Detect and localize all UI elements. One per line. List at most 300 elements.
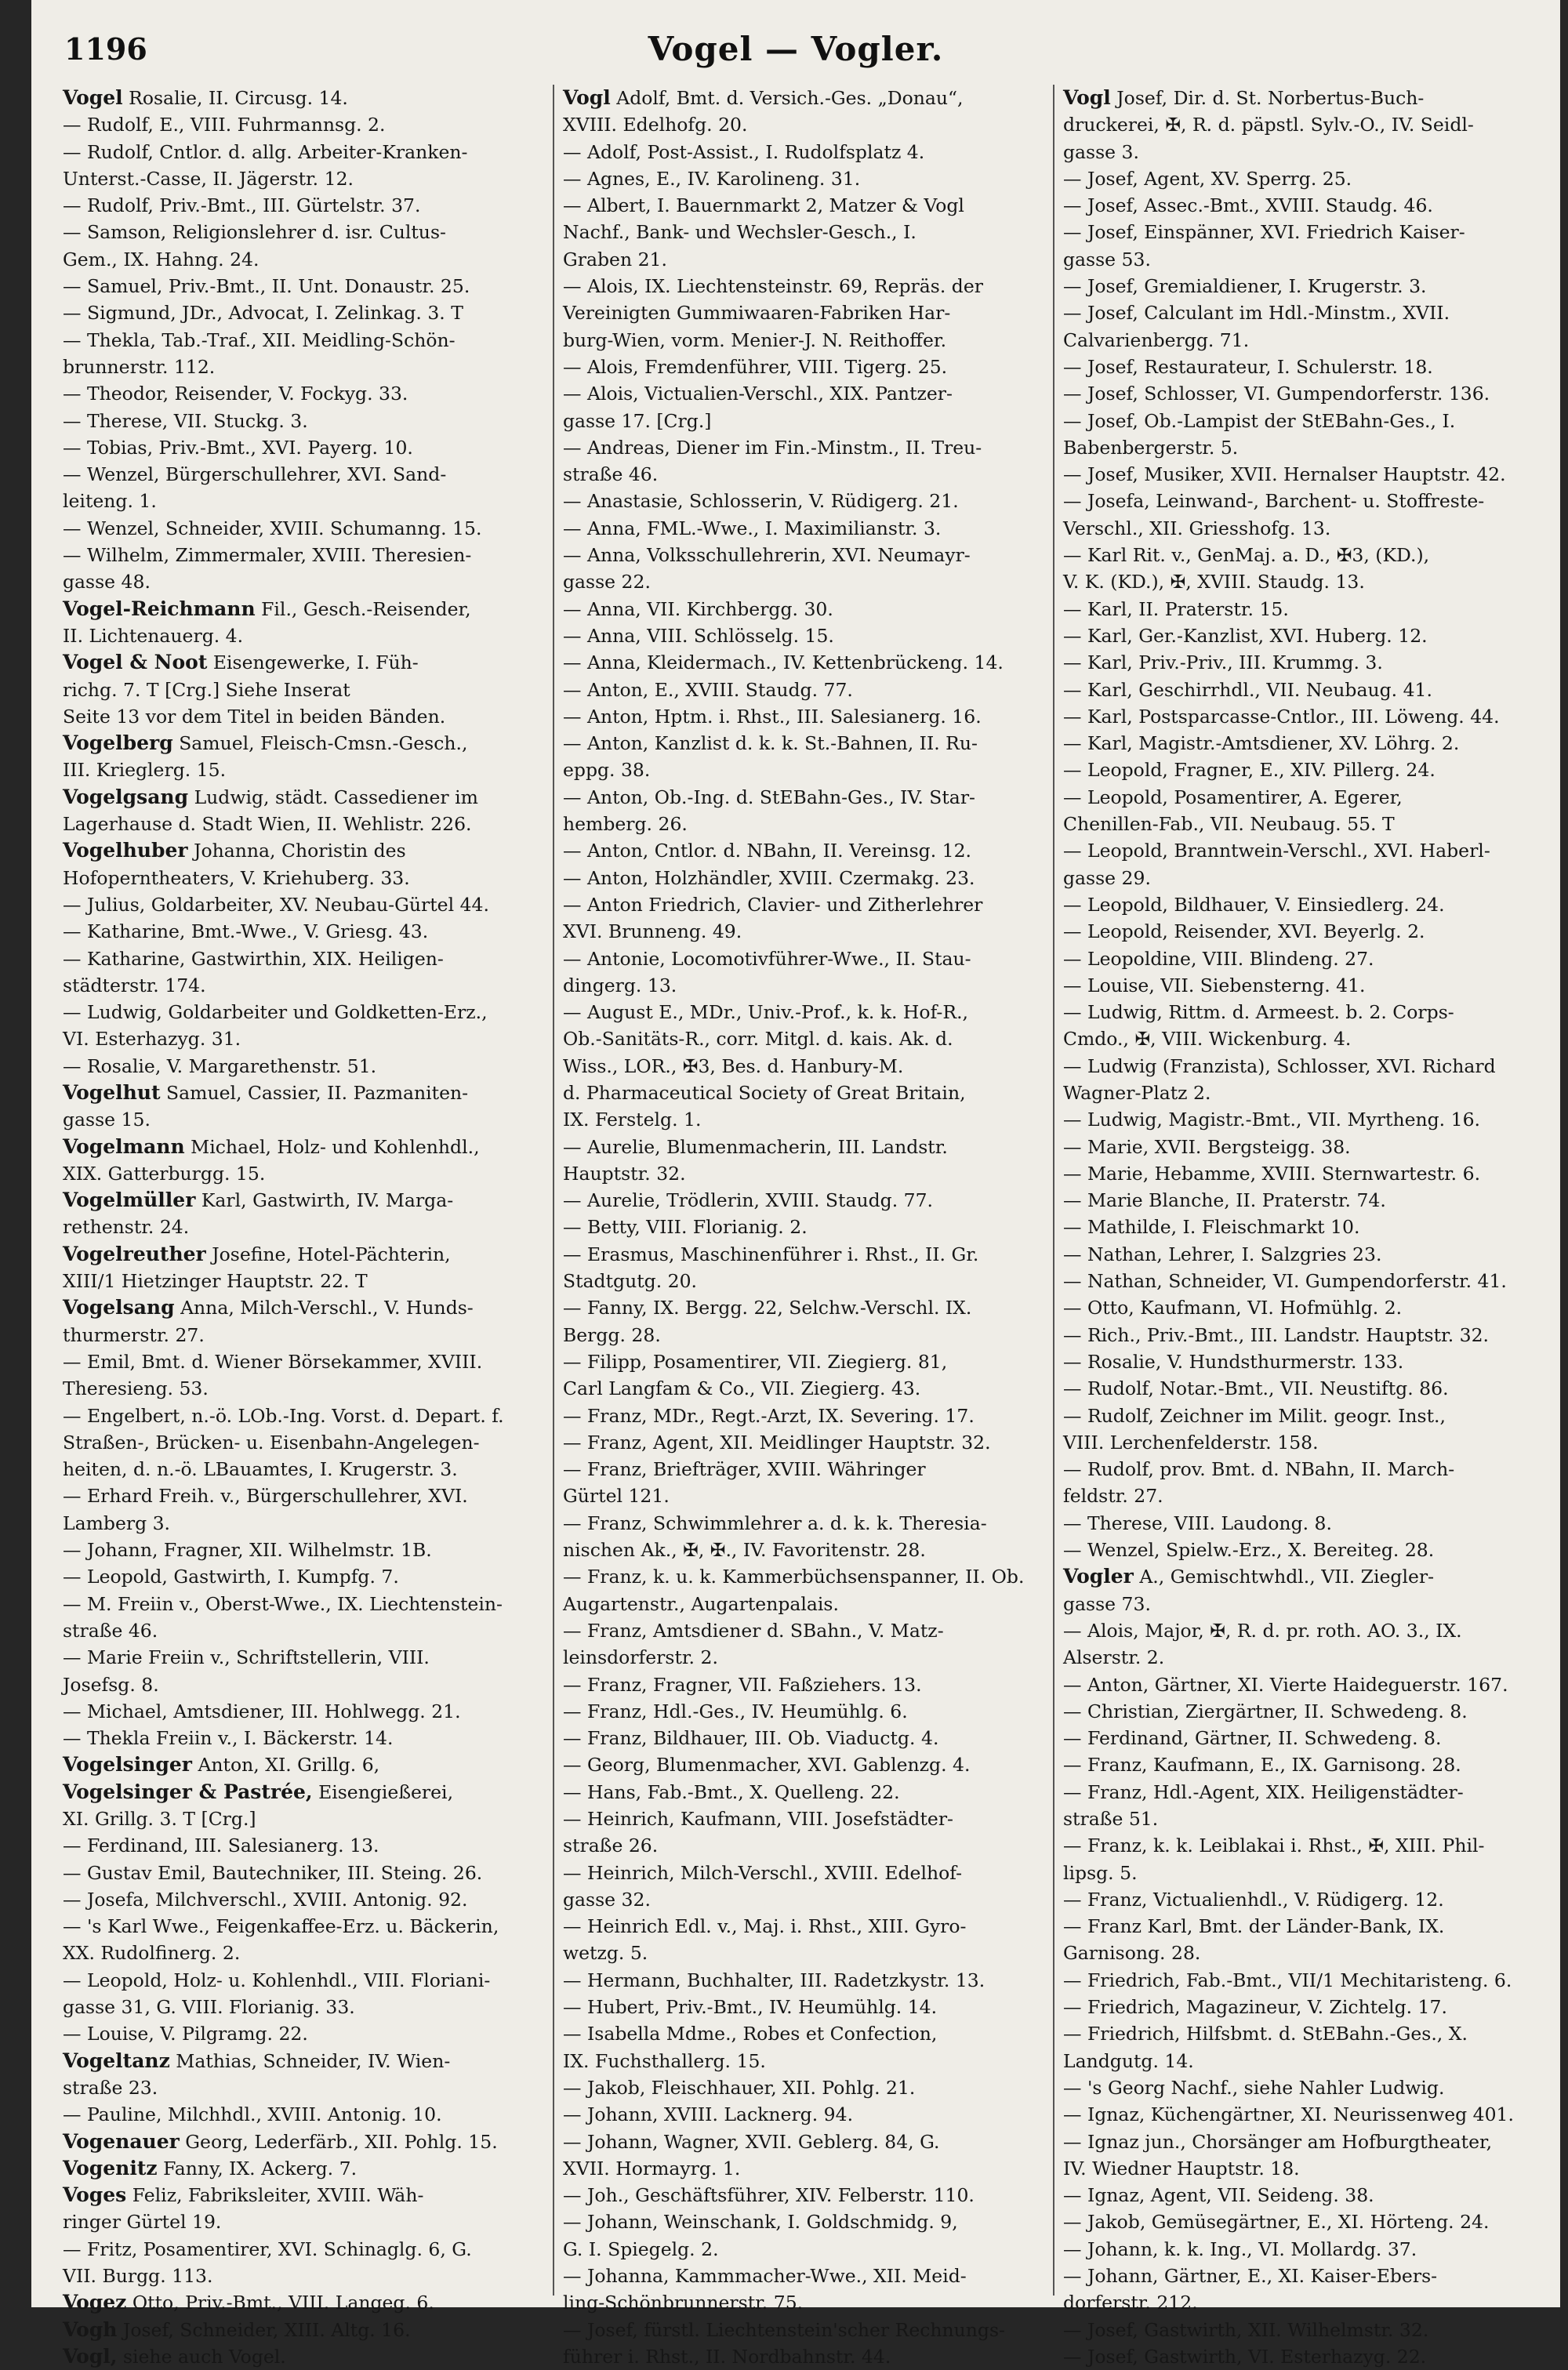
entry-surname: Vogh xyxy=(63,2317,118,2341)
entry-text: — Rudolf, Priv.-Bmt., III. Gürtelstr. 37. xyxy=(63,194,421,217)
directory-entry xyxy=(63,1967,547,2021)
entry-text: — Theodor, Reisender, V. Fockyg. 33. xyxy=(63,383,408,405)
entry-text: — Marie Freiin v., Schriftstellerin, VIII. xyxy=(63,1646,430,1669)
directory-entry xyxy=(1063,1268,1548,1294)
directory-entry xyxy=(63,299,547,326)
entry-text: — Ferdinand, Gärtner, II. Schwedeng. 8. xyxy=(1063,1727,1442,1750)
entry-text: — Josef, Calculant im Hdl.-Minstm., XVII. xyxy=(1063,302,1450,325)
column-3 xyxy=(1063,85,1548,2368)
entry-text: — Anton Friedrich, Clavier- und Zitherlehrer xyxy=(563,893,983,916)
entry-text: — Anastasie, Schlosserin, V. Rüdigerg. 21. xyxy=(563,490,959,513)
directory-entry xyxy=(63,434,547,461)
directory-entry xyxy=(1063,1322,1548,1348)
directory-entry xyxy=(63,837,547,891)
entry-text: thurmerstr. 27. xyxy=(63,1323,205,1346)
entry-text: — Wenzel, Spielw.-Erz., X. Bereiteg. 28. xyxy=(1063,1539,1435,1562)
entry-text: XVIII. Edelhofg. 20. xyxy=(563,114,748,136)
entry-surname: Vogelmüller xyxy=(63,1189,196,1212)
entry-text: dingerg. 13. xyxy=(563,974,677,996)
directory-entry xyxy=(563,1510,1047,1564)
entry-text: Josef, Schneider, XIII. Altg. 16. xyxy=(122,2318,411,2341)
entry-text: ling-Schönbrunnerstr. 75. xyxy=(563,2292,804,2314)
entry-text: Karl, Gastwirth, IV. Marga- xyxy=(201,1189,454,1212)
entry-text: IX. Fuchsthallerg. 15. xyxy=(563,2049,766,2072)
entry-text: Ludwig, städt. Cassediener im xyxy=(194,786,478,808)
directory-entry xyxy=(63,515,547,542)
directory-entry xyxy=(63,1563,547,1590)
entry-text: — Rudolf, E., VIII. Fuhrmannsg. 2. xyxy=(63,114,386,136)
directory-entry xyxy=(63,2182,547,2236)
entry-text: — Heinrich, Kaufmann, VIII. Josefstädter- xyxy=(563,1808,953,1830)
entry-text: — Rosalie, V. Margarethenstr. 51. xyxy=(63,1054,377,1077)
directory-entry xyxy=(1063,2129,1548,2183)
entry-text: — Franz, Amtsdiener d. SBahn., V. Matz- xyxy=(563,1619,944,1642)
entry-text: — Therese, VII. Stuckg. 3. xyxy=(63,409,308,432)
entry-surname: Vogenitz xyxy=(63,2156,158,2179)
directory-entry xyxy=(1063,703,1548,730)
directory-entry xyxy=(563,542,1047,596)
directory-entry xyxy=(63,2048,547,2102)
entry-text: — Anton, Gärtner, XI. Vierte Haideguerstr. 167. xyxy=(1063,1673,1508,1696)
directory-entry xyxy=(1063,837,1548,891)
entry-text: — Johann, Fragner, XII. Wilhelmstr. 1B. xyxy=(63,1539,432,1562)
entry-text: — Josef, Musiker, XVII. Hernalser Hauptstr. 42. xyxy=(1063,463,1506,486)
entry-text: — Josef, Schlosser, VI. Gumpendorferstr. 136. xyxy=(1063,383,1490,405)
entry-text: heiten, d. n.-ö. LBauamtes, I. Krugerstr. 3. xyxy=(63,1458,458,1481)
entry-surname: Vogelberg xyxy=(63,731,173,755)
column-2 xyxy=(563,85,1047,2368)
directory-entry xyxy=(563,2074,1047,2101)
entry-text: eppg. 38. xyxy=(563,759,651,782)
entry-text: — Anton, Holzhändler, XVIII. Czermakg. 23. xyxy=(563,866,975,889)
entry-text: — Samuel, Priv.-Bmt., II. Unt. Donaustr. 25. xyxy=(63,275,470,298)
entry-text: — Pauline, Milchhdl., XVIII. Antonig. 10. xyxy=(63,2103,442,2126)
directory-entry xyxy=(1063,1563,1548,1617)
directory-entry xyxy=(563,85,1047,139)
directory-entry xyxy=(1063,1214,1548,1240)
entry-text: Josefine, Hotel-Pächterin, xyxy=(212,1243,451,1265)
directory-entry xyxy=(63,2020,547,2047)
entry-surname: Vogler xyxy=(1063,1565,1134,1588)
entry-text: — Louise, VII. Siebensterng. 41. xyxy=(1063,974,1366,996)
entry-text: — Franz, Agent, XII. Meidlinger Hauptstr. 32. xyxy=(563,1431,991,1454)
entry-text: — Alois, IX. Liechtensteinstr. 69, Repräs. der xyxy=(563,275,983,298)
entry-text: Gem., IX. Hahng. 24. xyxy=(63,248,260,270)
entry-text: — Anton, Cntlor. d. NBahn, II. Vereinsg. 12. xyxy=(563,840,972,862)
entry-text: — Johann, Gärtner, E., XI. Kaiser-Ebers- xyxy=(1063,2265,1438,2288)
entry-text: — Samson, Religionslehrer d. isr. Cultus- xyxy=(63,221,446,244)
entry-text: — Betty, VIII. Florianig. 2. xyxy=(563,1216,808,1239)
entry-text: — Jakob, Gemüsegärtner, E., XI. Hörteng. 24. xyxy=(1063,2211,1490,2234)
directory-entry xyxy=(1063,1537,1548,1563)
entry-text: dorferstr. 212. xyxy=(1063,2292,1198,2314)
directory-entry xyxy=(63,891,547,918)
entry-text: — Ferdinand, III. Salesianerg. 13. xyxy=(63,1835,379,1857)
directory-entry xyxy=(63,1134,547,1188)
entry-text: — August E., MDr., Univ.-Prof., k. k. Hof-R., xyxy=(563,1001,969,1024)
entry-text: — Friedrich, Hilfsbmt. d. StEBahn.-Ges., X. xyxy=(1063,2023,1468,2045)
directory-entry xyxy=(63,1483,547,1537)
directory-entry xyxy=(563,1779,1047,1806)
entry-text: — Marie, XVII. Bergsteigg. 38. xyxy=(1063,1135,1351,1158)
entry-text: — Thekla, Tab.-Traf., XII. Meidling-Schön- xyxy=(63,328,456,351)
entry-text: — Josef, fürstl. Liechtenstein'scher Rechnungs- xyxy=(563,2318,1005,2341)
entry-text: Adolf, Bmt. d. Versich.-Ges. „Donau“, xyxy=(616,87,964,109)
directory-entry xyxy=(1063,999,1548,1053)
entry-text: — Mathilde, I. Fleischmarkt 10. xyxy=(1063,1216,1360,1239)
entry-text: — 's Georg Nachf., siehe Nahler Ludwig. xyxy=(1063,2076,1445,2099)
entry-text: gasse 31, G. VIII. Florianig. 33. xyxy=(63,1996,355,2019)
directory-entry xyxy=(1063,488,1548,542)
entry-text: — Georg, Blumenmacher, XVI. Gablenzg. 4. xyxy=(563,1754,971,1777)
entry-text: VIII. Lerchenfelderstr. 158. xyxy=(1063,1431,1319,1454)
directory-entry xyxy=(1063,2182,1548,2208)
entry-text: — Josef, Assec.-Bmt., XVIII. Staudg. 46. xyxy=(1063,194,1433,217)
entry-text: gasse 32. xyxy=(563,1888,651,1911)
entry-text: XVI. Brunneng. 49. xyxy=(563,920,742,943)
entry-text: — Josefa, Milchverschl., XVIII. Antonig. 92. xyxy=(63,1888,468,1911)
entry-text: — Marie, Hebamme, XVIII. Sternwartestr. 6. xyxy=(1063,1162,1481,1185)
entry-text: — Franz, Briefträger, XVIII. Währinger xyxy=(563,1458,926,1481)
entry-text: — Rudolf, Cntlor. d. allg. Arbeiter-Kranken- xyxy=(63,140,468,163)
directory-entry xyxy=(63,1053,547,1080)
directory-entry xyxy=(1063,1241,1548,1268)
entry-text: — Friedrich, Fab.-Bmt., VII/1 Mechitaristeng. 6. xyxy=(1063,1969,1512,1991)
entry-text: VII. Burgg. 113. xyxy=(63,2265,213,2288)
entry-text: — Josefa, Leinwand-, Barchent- u. Stoffreste- xyxy=(1063,490,1485,513)
entry-text: — Erasmus, Maschinenführer i. Rhst., II. Gr. xyxy=(563,1243,979,1265)
entry-text: — Josef, Agent, XV. Sperrg. 25. xyxy=(1063,167,1352,190)
directory-entry xyxy=(563,2263,1047,2317)
entry-text: nischen Ak., ✠, ✠., IV. Favoritenstr. 28. xyxy=(563,1539,926,1562)
entry-text: V. K. (KD.), ✠, XVIII. Staudg. 13. xyxy=(1063,571,1365,593)
directory-entry xyxy=(1063,542,1548,596)
entry-text: — Karl Rit. v., GenMaj. a. D., ✠3, (KD.), xyxy=(1063,544,1430,567)
directory-entry xyxy=(1063,85,1548,165)
directory-entry xyxy=(1063,1725,1548,1751)
entry-text: — Isabella Mdme., Robes et Confection, xyxy=(563,2023,938,2045)
directory-entry xyxy=(1063,299,1548,354)
directory-entry xyxy=(1063,165,1548,192)
entry-text: — Anton, E., XVIII. Staudg. 77. xyxy=(563,678,853,701)
entry-text: Hofoperntheaters, V. Kriehuberg. 33. xyxy=(63,866,410,889)
entry-text: — Wilhelm, Zimmermaler, XVIII. Theresien- xyxy=(63,544,472,567)
directory-entry xyxy=(1063,2208,1548,2235)
entry-surname: Vogl xyxy=(1063,86,1111,109)
entry-text: — Rich., Priv.-Bmt., III. Landstr. Hauptstr. 32. xyxy=(1063,1323,1490,1346)
directory-entry xyxy=(63,1294,547,1348)
directory-entry xyxy=(63,1913,547,1967)
entry-text: feldstr. 27. xyxy=(1063,1485,1163,1508)
directory-entry xyxy=(63,111,547,138)
entry-text: siehe auch Vogel. xyxy=(122,2345,286,2368)
entry-text: Anton, XI. Grillg. 6, xyxy=(198,1754,380,1777)
directory-entry xyxy=(63,1403,547,1483)
entry-text: Verschl., XII. Griesshofg. 13. xyxy=(1063,517,1331,539)
directory-entry xyxy=(563,165,1047,192)
entry-text: leinsdorferstr. 2. xyxy=(563,1646,718,1669)
directory-entry xyxy=(1063,1456,1548,1510)
directory-entry xyxy=(63,273,547,299)
directory-entry xyxy=(563,999,1047,1133)
directory-entry xyxy=(1063,1053,1548,1107)
entry-text: — Anna, Volksschullehrerin, XVI. Neumayr- xyxy=(563,544,971,567)
entry-text: Johanna, Choristin des xyxy=(194,840,406,862)
entry-text: gasse 73. xyxy=(1063,1592,1151,1615)
entry-text: — Franz, Victualienhdl., V. Rüdigerg. 12. xyxy=(1063,1888,1444,1911)
directory-entry xyxy=(563,1187,1047,1214)
entry-text: — Josef, Ob.-Lampist der StEBahn-Ges., I. xyxy=(1063,409,1456,432)
directory-entry xyxy=(63,1886,547,1913)
entry-text: — Katharine, Gastwirthin, XIX. Heiligen- xyxy=(63,947,444,970)
directory-entry xyxy=(1063,1751,1548,1778)
entry-text: — Josef, Gremialdiener, I. Krugerstr. 3. xyxy=(1063,275,1427,298)
directory-entry xyxy=(1063,784,1548,838)
directory-entry xyxy=(63,192,547,219)
entry-text: — Nathan, Schneider, VI. Gumpendorferstr. 41. xyxy=(1063,1270,1507,1293)
entry-text: — Hans, Fab.-Bmt., X. Quelleng. 22. xyxy=(563,1780,900,1803)
entry-text: — Leopold, Posamentirer, A. Egerer, xyxy=(1063,786,1403,808)
entry-text: führer i. Rhst., II. Nordbahnstr. 44. xyxy=(563,2345,891,2368)
directory-entry xyxy=(563,2182,1047,2208)
entry-text: Carl Langfam & Co., VII. Ziegierg. 43. xyxy=(563,1377,921,1400)
directory-entry xyxy=(1063,2236,1548,2263)
directory-entry xyxy=(563,2129,1047,2183)
directory-entry xyxy=(63,2343,547,2370)
entry-text: XIII/1 Hietzinger Hauptstr. 22. T xyxy=(63,1270,368,1293)
directory-entry xyxy=(1063,2263,1548,2317)
directory-entry xyxy=(563,1967,1047,1994)
directory-entry xyxy=(1063,1510,1548,1537)
entry-text: XX. Rudolfinerg. 2. xyxy=(63,1942,241,1965)
entry-text: — Ludwig (Franzista), Schlosser, XVI. Richard xyxy=(1063,1054,1496,1077)
directory-entry xyxy=(563,945,1047,1000)
directory-entry xyxy=(63,1241,547,1295)
entry-text: straße 26. xyxy=(563,1835,659,1857)
entry-text: straße 46. xyxy=(563,463,659,486)
directory-entry xyxy=(563,703,1047,730)
entry-text: — Adolf, Post-Assist., I. Rudolfsplatz 4. xyxy=(563,140,925,163)
entry-text: — Ignaz, Agent, VII. Seideng. 38. xyxy=(1063,2184,1374,2207)
directory-entry xyxy=(1063,1617,1548,1671)
entry-text: — Julius, Goldarbeiter, XV. Neubau-Gürtel 44. xyxy=(63,893,489,916)
entry-text: Hauptstr. 32. xyxy=(563,1162,686,1185)
entry-text: — Josef, Restaurateur, I. Schulerstr. 18. xyxy=(1063,355,1433,378)
directory-entry xyxy=(63,2236,547,2290)
directory-entry xyxy=(563,380,1047,434)
directory-entry xyxy=(63,380,547,407)
directory-entry xyxy=(563,1456,1047,1510)
directory-entry xyxy=(63,2101,547,2128)
entry-text: — Rudolf, prov. Bmt. d. NBahn, II. March- xyxy=(1063,1458,1455,1481)
directory-page xyxy=(31,0,1560,2368)
entry-surname: Vogelsinger xyxy=(63,1753,192,1777)
entry-text: — Ludwig, Magistr.-Bmt., VII. Myrtheng. 16. xyxy=(1063,1109,1480,1131)
entry-text: — Karl, Priv.-Priv., III. Krummg. 3. xyxy=(1063,651,1383,674)
entry-surname: Vogelhut xyxy=(63,1080,161,1104)
entry-text: Rosalie, II. Circusg. 14. xyxy=(129,87,348,109)
entry-surname: Vogelsinger & Pastrée, xyxy=(63,1780,313,1803)
directory-entry xyxy=(563,784,1047,838)
directory-entry xyxy=(1063,677,1548,703)
entry-text: — Anton, Ob.-Ing. d. StEBahn-Ges., IV. Star- xyxy=(563,786,975,808)
entry-text: — Josef, Einspänner, XVI. Friedrich Kaiser- xyxy=(1063,221,1465,244)
directory-entry xyxy=(563,515,1047,542)
directory-entry xyxy=(1063,1886,1548,1913)
entry-text: straße 23. xyxy=(63,2076,158,2099)
entry-text: druckerei, ✠, R. d. päpstl. Sylv.-O., IV. Seidl- xyxy=(1063,114,1474,136)
entry-text: Landgutg. 14. xyxy=(1063,2049,1194,2072)
directory-entry xyxy=(63,1644,547,1698)
directory-entry xyxy=(563,1913,1047,1967)
entry-text: Georg, Lederfärb., XII. Pohlg. 15. xyxy=(185,2130,498,2153)
directory-entry xyxy=(63,596,547,650)
directory-entry xyxy=(563,192,1047,273)
directory-entry xyxy=(63,408,547,434)
directory-entry xyxy=(563,1751,1047,1778)
entry-text: — Alois, Fremdenführer, VIII. Tigerg. 25. xyxy=(563,355,948,378)
directory-entry xyxy=(1063,1375,1548,1402)
entry-text: gasse 29. xyxy=(1063,866,1151,889)
entry-text: — Leopold, Fragner, E., XIV. Pillerg. 24. xyxy=(1063,759,1436,782)
entry-text: Ob.-Sanitäts-R., corr. Mitgl. d. kais. Ak. d. xyxy=(563,1028,953,1051)
directory-entry xyxy=(563,1563,1047,1617)
entry-text: — Katharine, Bmt.-Wwe., V. Griesg. 43. xyxy=(63,920,429,943)
entry-surname: Vogel & Noot xyxy=(63,651,208,674)
entry-text: straße 51. xyxy=(1063,1808,1159,1830)
directory-entry xyxy=(563,1698,1047,1725)
entry-surname: Vogelhuber xyxy=(63,839,188,862)
directory-entry xyxy=(63,1187,547,1241)
entry-text: — Johann, XVIII. Lacknerg. 94. xyxy=(563,2103,854,2126)
entry-text: Gürtel 121. xyxy=(563,1485,670,1508)
entry-text: Eisengießerei, xyxy=(318,1780,454,1803)
entry-text: Calvarienbergg. 71. xyxy=(1063,328,1250,351)
directory-entry xyxy=(563,865,1047,891)
directory-entry xyxy=(63,1779,547,1833)
directory-entry xyxy=(1063,1913,1548,1967)
entry-text: leiteng. 1. xyxy=(63,490,157,513)
entry-text: — Anna, VII. Kirchbergg. 30. xyxy=(563,597,833,620)
entry-text: — Franz Karl, Bmt. der Länder-Bank, IX. xyxy=(1063,1915,1445,1938)
entry-text: — Leopold, Gastwirth, I. Kumpfg. 7. xyxy=(63,1566,399,1588)
directory-entry xyxy=(1063,596,1548,622)
directory-entry xyxy=(63,139,547,193)
entry-text: — Rudolf, Notar.-Bmt., VII. Neustiftg. 86. xyxy=(1063,1377,1449,1400)
entry-text: — Franz, Schwimmlehrer a. d. k. k. Theresia- xyxy=(563,1512,987,1534)
directory-entry xyxy=(1063,408,1548,462)
entry-text: Augartenstr., Augartenpalais. xyxy=(563,1592,839,1615)
entry-text: Eisengewerke, I. Füh- xyxy=(212,651,419,674)
directory-entry xyxy=(1063,461,1548,488)
entry-text: III. Krieglerg. 15. xyxy=(63,759,227,782)
entry-text: — Leopold, Holz- u. Kohlenhdl., VIII. Floriani- xyxy=(63,1969,491,1991)
entry-text: — Karl, Ger.-Kanzlist, XVI. Huberg. 12. xyxy=(1063,624,1428,647)
directory-entry xyxy=(1063,273,1548,299)
entry-text: — Louise, V. Pilgramg. 22. xyxy=(63,2023,308,2045)
entry-text: XI. Grillg. 3. T [Crg.] xyxy=(63,1808,256,1830)
directory-entry xyxy=(563,139,1047,165)
directory-entry xyxy=(1063,2343,1548,2370)
entry-text: A., Gemischtwhdl., VII. Ziegler- xyxy=(1139,1566,1435,1588)
entry-text: ringer Gürtel 19. xyxy=(63,2211,222,2234)
entry-text: — Anton, Kanzlist d. k. k. St.-Bahnen, II. Ru- xyxy=(563,732,978,755)
entry-text: — Anton, Hptm. i. Rhst., III. Salesianerg. 16. xyxy=(563,705,982,728)
entry-text: — Wenzel, Schneider, XVIII. Schumanng. 15. xyxy=(63,517,482,539)
entry-text: — Franz, MDr., Regt.-Arzt, IX. Severing. 17. xyxy=(563,1404,975,1427)
entry-text: — 's Karl Wwe., Feigenkaffee-Erz. u. Bäckerin, xyxy=(63,1915,499,1938)
entry-text: — Ludwig, Rittm. d. Armeest. b. 2. Corps- xyxy=(1063,1001,1454,1024)
entry-text: Mathias, Schneider, IV. Wien- xyxy=(176,2049,451,2072)
entry-text: — Hubert, Priv.-Bmt., IV. Heumühlg. 14. xyxy=(563,1996,938,2019)
directory-entry xyxy=(563,354,1047,380)
entry-text: Garnisong. 28. xyxy=(1063,1942,1201,1965)
entry-text: gasse 17. [Crg.] xyxy=(563,409,712,432)
entry-text: — Johanna, Kammmacher-Wwe., XII. Meid- xyxy=(563,2265,967,2288)
directory-entry xyxy=(63,1348,547,1403)
entry-text: — Joh., Geschäftsführer, XIV. Felberstr. 110. xyxy=(563,2184,975,2207)
entry-text: — Leopold, Reisender, XVI. Beyerlg. 2. xyxy=(1063,920,1425,943)
entry-text: — Agnes, E., IV. Karolineng. 31. xyxy=(563,167,861,190)
entry-text: Cmdo., ✠, VIII. Wickenburg. 4. xyxy=(1063,1028,1352,1051)
directory-entry xyxy=(563,2317,1047,2370)
directory-entry xyxy=(563,730,1047,784)
entry-text: — Rosalie, V. Hundsthurmerstr. 133. xyxy=(1063,1350,1404,1373)
entry-text: XVII. Hormayrg. 1. xyxy=(563,2157,741,2179)
directory-entry xyxy=(63,1591,547,1645)
entry-text: Babenbergerstr. 5. xyxy=(1063,436,1239,459)
entry-text: Vereinigten Gummiwaaren-Fabriken Har- xyxy=(563,302,951,325)
entry-surname: Vogelreuther xyxy=(63,1242,206,1265)
directory-entry xyxy=(563,1294,1047,1348)
directory-entry xyxy=(63,1751,547,1778)
directory-entry xyxy=(563,1617,1047,1671)
entry-text: — Filipp, Posamentirer, VII. Ziegierg. 81, xyxy=(563,1350,948,1373)
entry-text: — Ignaz jun., Chorsänger am Hofburgtheater, xyxy=(1063,2130,1493,2153)
directory-entry xyxy=(563,1214,1047,1240)
entry-text: Seite 13 vor dem Titel in beiden Bänden. xyxy=(63,705,446,728)
entry-text: IV. Wiedner Hauptstr. 18. xyxy=(1063,2157,1300,2179)
entry-text: — Franz, Hdl.-Agent, XIX. Heiligenstädter- xyxy=(1063,1780,1464,1803)
entry-surname: Vogez xyxy=(63,2291,127,2314)
directory-entry xyxy=(563,1671,1047,1698)
entry-text: Unterst.-Casse, II. Jägerstr. 12. xyxy=(63,167,354,190)
page-title: Vogel — Vogler. xyxy=(648,30,944,68)
directory-entry xyxy=(1063,1698,1548,1725)
directory-entry xyxy=(63,649,547,730)
entry-surname: Vogelmann xyxy=(63,1134,185,1158)
directory-entry xyxy=(563,1348,1047,1403)
entry-text: — Franz, k. k. Leiblakai i. Rhst., ✠, XIII. Phil- xyxy=(1063,1835,1485,1857)
directory-entry xyxy=(1063,192,1548,219)
entry-text: — Leopoldine, VIII. Blindeng. 27. xyxy=(1063,947,1374,970)
entry-text: — Gustav Emil, Bautechniker, III. Steing. 26. xyxy=(63,1861,483,1884)
entry-surname: Vogel xyxy=(63,86,123,109)
entry-text: — Andreas, Diener im Fin.-Minstm., II. Treu- xyxy=(563,436,982,459)
entry-surname: Vogel-Reichmann xyxy=(63,597,256,620)
directory-entry xyxy=(63,1080,547,1134)
directory-entry xyxy=(563,2101,1047,2128)
directory-entry xyxy=(63,461,547,515)
directory-entry xyxy=(1063,1994,1548,2020)
directory-entry xyxy=(63,730,547,784)
directory-entry xyxy=(63,2317,547,2343)
entry-text: — Thekla Freiin v., I. Bäckerstr. 14. xyxy=(63,1727,394,1750)
entry-text: — Tobias, Priv.-Bmt., XVI. Payerg. 10. xyxy=(63,436,413,459)
entry-text: hemberg. 26. xyxy=(563,813,688,836)
entry-text: Theresieng. 53. xyxy=(63,1377,209,1400)
directory-entry xyxy=(1063,622,1548,649)
